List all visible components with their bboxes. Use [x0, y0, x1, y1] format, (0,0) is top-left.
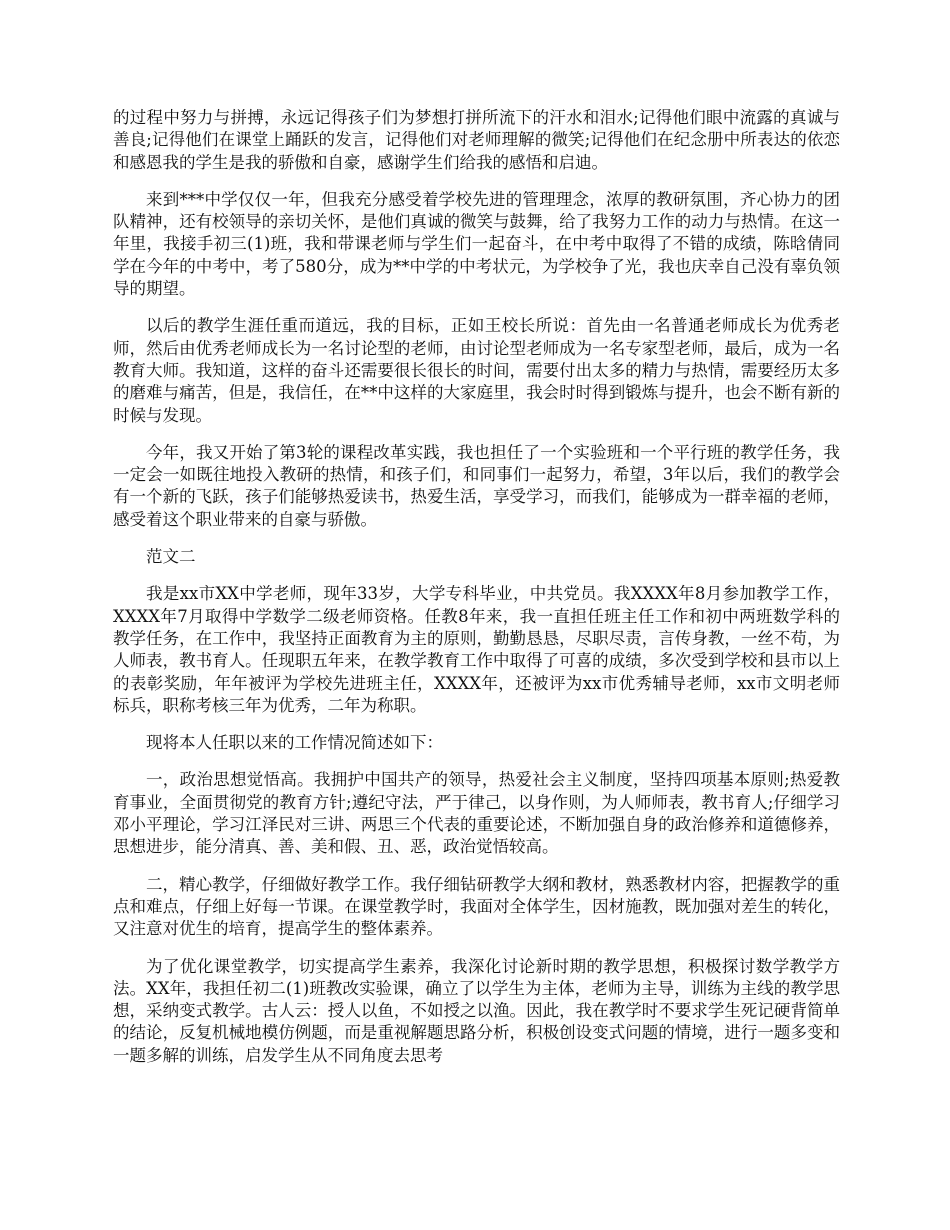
paragraph-2: 来到***中学仅仅一年，但我充分感受着学校先进的管理理念，浓厚的教研氛围，齐心协力的团队精神，还有校领导的亲切关怀，是他们真诚的微笑与鼓舞，给了我努力工作的动力与热情。在这一年里，我接手初三(1)班，我和带课老师与学生们一起奋斗，在中考中取得了不错的成绩，陈晗倩同学在今年的中考中，考了580分，成为**中学的中考状元，为学校争了光，我也庆幸自己没有辜负领导的期望。 [113, 189, 840, 299]
document-page [113, 107, 840, 1082]
paragraph-9: 为了优化课堂教学，切实提高学生素养，我深化讨论新时期的教学思想，积极探讨数学教学方法。XX年，我担任初二(1)班教改实验课，确立了以学生为主体，老师为主导，训练为主线的教学思想，采纳变式教学。古人云：授人以鱼，不如授之以渔。因此，我在教学时不要求学生死记硬背简单的结论，反复机械地模仿例题，而是重视解题思路分析，积极创设变式问题的情境，进行一题多变和一题多解的训练，启发学生从不同角度去思考 [113, 956, 840, 1065]
paragraph-8: 二，精心教学，仔细做好教学工作。我仔细钻研教学大纲和教材，熟悉教材内容，把握教学的重点和难点，仔细上好每一节课。在课堂教学时，我面对全体学生，因材施教，既加强对差生的转化，又注意对优生的培育，提高学生的整体素养。 [113, 874, 840, 939]
paragraph-4: 今年，我又开始了第3轮的课程改革实践，我也担任了一个实验班和一个平行班的教学任务，我一定会一如既往地投入教研的热情，和孩子们，和同事们一起努力，希望，3年以后，我们的教学会有一个新的飞跃，孩子们能够热爱读书，热爱生活，享受学习，而我们，能够成为一群幸福的老师，感受着这个职业带来的自豪与骄傲。 [113, 442, 840, 529]
paragraph-5: 我是xx市XX中学老师，现年33岁，大学专科毕业，中共党员。我XXXX年8月参加教学工作，XXXX年7月取得中学数学二级老师资格。任教8年来，我一直担任班主任工作和初中两班数学科的教学任务，在工作中，我坚持正面教育为主的原则，勤勤恳恳，尽职尽责，言传身教，一丝不苟，为人师表，教书育人。任现职五年来，在教学教育工作中取得了可喜的成绩，多次受到学校和县市以上的表彰奖励，年年被评为学校先进班主任，XXXX年，还被评为xx市优秀辅导老师，xx市文明老师标兵，职称考核三年为优秀，二年为称职。 [113, 584, 840, 715]
paragraph-6: 现将本人任职以来的工作情况简述如下： [146, 733, 443, 753]
paragraph-3: 以后的教学生涯任重而道远，我的目标，正如王校长所说：首先由一名普通老师成长为优秀老师，然后由优秀老师成长为一名讨论型的老师，由讨论型老师成为一名专家型老师，最后，成为一名教育大师。我知道，这样的奋斗还需要很长很长的时间，需要付出太多的精力与热情，需要经历太多的磨难与痛苦，但是，我信任，在**中这样的大家庭里，我会时时得到锻炼与提升，也会不断有新的时候与发现。 [113, 316, 840, 425]
paragraph-1: 的过程中努力与拼搏，永远记得孩子们为梦想打拼所流下的汗水和泪水;记得他们眼中流露的真诚与善良;记得他们在课堂上踊跃的发言，记得他们对老师理解的微笑;记得他们在纪念册中所表达的依恋和感恩我的学生是我的骄傲和自豪，感谢学生们给我的感悟和启迪。 [113, 108, 840, 172]
paragraph-7: 一，政治思想觉悟高。我拥护中国共产的领导，热爱社会主义制度，坚持四项基本原则;热爱教育事业，全面贯彻党的教育方针;遵纪守法，严于律己，以身作则，为人师师表，教书育人;仔细学习邓小平理论，学习江泽民对三讲、两思三个代表的重要论述，不断加强自身的政治修养和道德修养，思想进步，能分清真、善、美和假、丑、恶，政治觉悟较高。 [113, 770, 840, 857]
section-heading: 范文二 [146, 547, 196, 567]
